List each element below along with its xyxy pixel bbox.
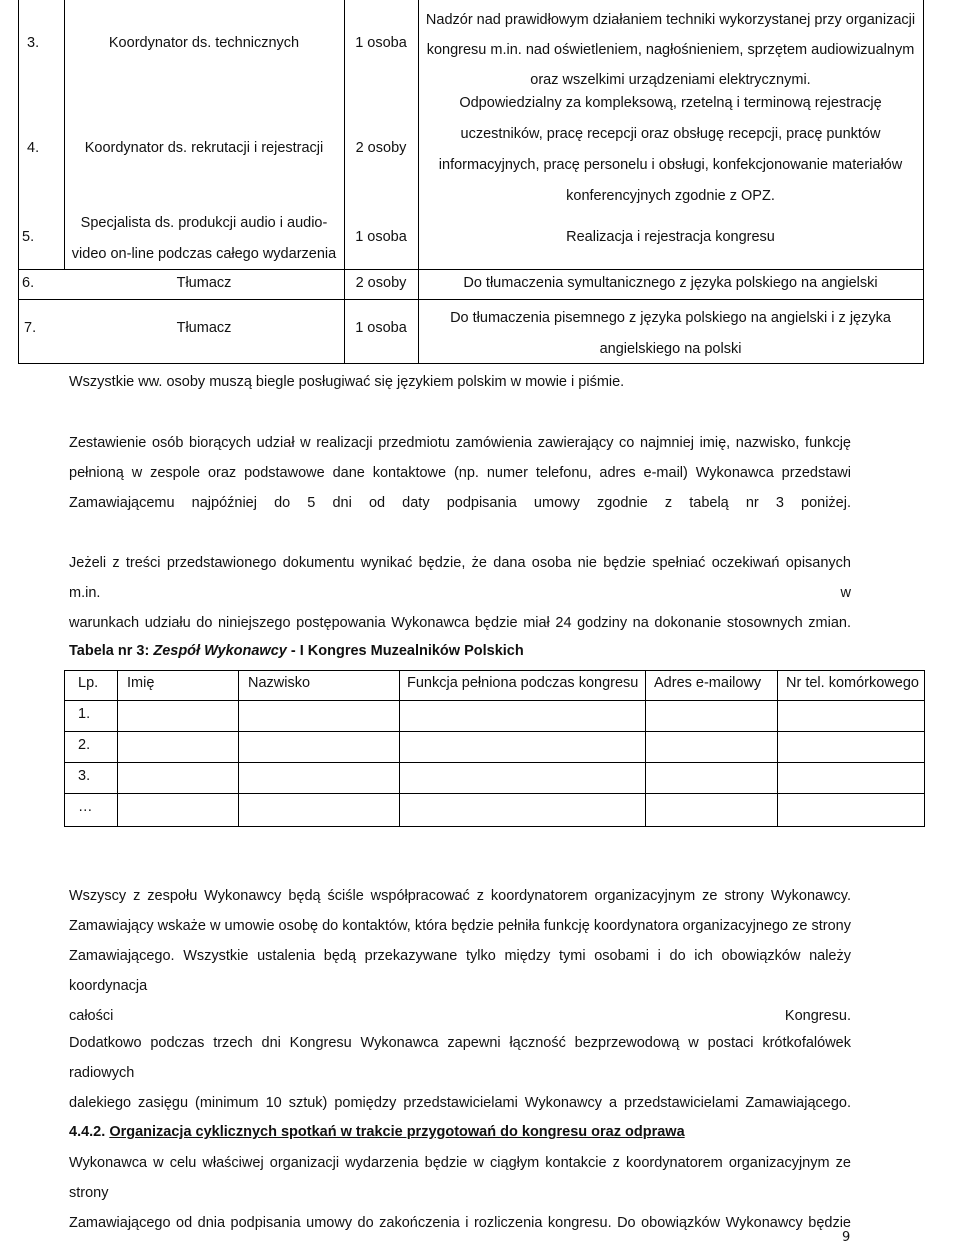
table-row-duties: [418, 303, 923, 365]
staff-language-note: Wszystkie ww. osoby muszą biegle posługiwać się językiem polskim w mowie i piśmie.: [69, 374, 625, 390]
table-rule: [64, 793, 925, 794]
replacement-paragraph: [69, 548, 851, 638]
table-row-number: 7.: [24, 320, 37, 336]
meetings-paragraph: [69, 1148, 851, 1238]
paragraph-line: pełnioną w zespole oraz podstawowe dane kontaktowe (np. numer telefonu, adres e-mail) Wykonawca przedstawi: [69, 465, 851, 481]
table-rule: [923, 0, 924, 364]
role-line: Specjalista ds. produkcji audio i audio-: [80, 215, 328, 231]
section-number: 4.4.2.: [69, 1124, 106, 1140]
table-header-phone: Nr tel. komórkowego: [786, 675, 919, 691]
table-header-lp: Lp.: [78, 675, 99, 691]
table-rule: [64, 731, 925, 732]
table-row: …: [78, 799, 93, 815]
paragraph-line: Zestawienie osób biorących udział w realizacji przedmiotu zamówienia zawierający co najmniej imię, nazwisko, funkcję: [69, 435, 851, 451]
table-row: 2.: [78, 737, 91, 753]
table-row-role: Koordynator ds. technicznych: [108, 35, 300, 51]
table-rule: [645, 670, 646, 827]
table-header-last-name: Nazwisko: [248, 675, 311, 691]
table-header-function: Funkcja pełniona podczas kongresu: [407, 675, 639, 691]
table-header-email: Adres e-mailowy: [654, 675, 762, 691]
duties-line: Odpowiedzialny za kompleksową, rzetelną i terminową rejestrację: [459, 95, 882, 111]
duties-line: Nadzór nad prawidłowym działaniem techniki wykorzystanej przy organizacji: [425, 12, 916, 28]
table-rule: [64, 826, 925, 827]
table3-title: [69, 643, 524, 659]
table-row-role: Koordynator ds. rekrutacji i rejestracji: [84, 140, 324, 156]
table-row: 1.: [78, 706, 91, 722]
page-number: 9: [842, 1230, 851, 1245]
table3-title-prefix: Tabela nr 3:: [69, 643, 154, 659]
duties-line: angielskiego na polski: [599, 341, 742, 357]
table-rule: [64, 670, 65, 827]
table-rule: [399, 670, 400, 827]
table-row-number: 5.: [22, 229, 35, 245]
table-row-count: 1 osoba: [355, 229, 407, 245]
role-line: video on-line podczas całego wydarzenia: [71, 246, 337, 262]
table-rule: [64, 700, 925, 701]
duties-line: oraz wszelkimi urządzeniami elektrycznymi.: [530, 72, 811, 88]
table-row-role: Tłumacz: [176, 275, 232, 291]
table-row-number: 3.: [27, 35, 40, 51]
table-rule: [924, 670, 925, 827]
table-row-number: 4.: [27, 140, 40, 156]
paragraph-line: całości Kongresu.: [69, 1008, 851, 1024]
duties-line: konferencyjnych zgodnie z OPZ.: [566, 188, 775, 204]
paragraph-line: Zamawiającemu najpóźniej do 5 dni od daty podpisania umowy zgodnie z tabelą nr 3 poniżej.: [69, 495, 851, 511]
table-rule: [777, 670, 778, 827]
table-header-first-name: Imię: [127, 675, 155, 691]
table-row-count: 1 osoba: [355, 320, 407, 336]
paragraph-line: Zamawiającego od dnia podpisania umowy do zakończenia i rozliczenia kongresu. Do obowiązków Wykonawcy będzie: [69, 1215, 851, 1231]
table-rule: [344, 0, 345, 364]
table-rule: [18, 0, 19, 364]
table-rule: [18, 299, 924, 300]
table-row: 3.: [78, 768, 91, 784]
radio-paragraph: [69, 1028, 851, 1118]
duties-line: Do tłumaczenia pisemnego z języka polskiego na angielski i z języka: [450, 310, 891, 326]
table-row-count: 1 osoba: [355, 35, 407, 51]
table-row-count: 2 osoby: [355, 275, 407, 291]
table-rule: [64, 670, 925, 671]
table-rule: [64, 762, 925, 763]
paragraph-line: Dodatkowo podczas trzech dni Kongresu Wykonawca zapewni łączność bezprzewodową w postaci krótkofalówek radiowych: [69, 1035, 851, 1081]
paragraph-line: dalekiego zasięgu (minimum 10 sztuk) pomiędzy przedstawicielami Wykonawcy a przedstawicielami Zamawiającego.: [69, 1095, 851, 1111]
table-row-duties: Do tłumaczenia symultanicznego z języka polskiego na angielski: [463, 275, 878, 291]
paragraph-line: Zamawiającego. Wszystkie ustalenia będą przekazywane tylko między tymi osobami i do ich obowiązków należy koordynacja: [69, 948, 851, 994]
paragraph-line: Jeżeli z treści przedstawionego dokumentu wynikać będzie, że dana osoba nie będzie spełniać oczekiwań opisanych m.in. w: [69, 555, 851, 601]
table-rule: [117, 670, 118, 827]
table-row-number: 6.: [22, 275, 35, 291]
table-row-role: Tłumacz: [176, 320, 232, 336]
table-row-count: 2 osoby: [355, 140, 407, 156]
duties-line: informacyjnych, pracę personelu i obsługi, konfekcjonowanie materiałów: [438, 157, 903, 173]
paragraph-line: Wykonawca w celu właściwej organizacji wydarzenia będzie w ciągłym kontakcie z koordynatorem organizacyjnym ze strony: [69, 1155, 851, 1201]
duties-line: uczestników, pracę recepcji oraz obsługę recepcji, pracę punktów: [460, 126, 881, 142]
table3-title-italic: Zespół Wykonawcy: [153, 643, 287, 659]
table-row-duties: [418, 88, 923, 212]
coordination-paragraph: [69, 881, 851, 1031]
section-title: Organizacja cyklicznych spotkań w trakcie przygotowań do kongresu oraz odprawa: [109, 1124, 685, 1140]
table-row-duties: [418, 5, 923, 95]
paragraph-line: Zamawiający wskaże w umowie osobę do kontaktów, która będzie pełniła funkcję koordynatora organizacyjnego ze strony: [69, 918, 851, 934]
paragraph-line: Wszyscy z zespołu Wykonawcy będą ściśle współpracować z koordynatorem organizacyjnym ze strony Wykonawcy.: [69, 888, 851, 904]
section-heading: [69, 1124, 685, 1140]
table-rule: [238, 670, 239, 827]
team-list-paragraph: [69, 428, 851, 518]
table-row-duties: Realizacja i rejestracja kongresu: [566, 229, 775, 245]
table-row-role: [64, 208, 344, 270]
duties-line: kongresu m.in. nad oświetleniem, nagłośnieniem, sprzętem audiowizualnym: [426, 42, 915, 58]
paragraph-line: warunkach udziału do niniejszego postępowania Wykonawca będzie miał 24 godziny na dokonanie stosownych zmian.: [69, 615, 851, 631]
table3-title-suffix: - I Kongres Muzealników Polskich: [286, 643, 524, 659]
